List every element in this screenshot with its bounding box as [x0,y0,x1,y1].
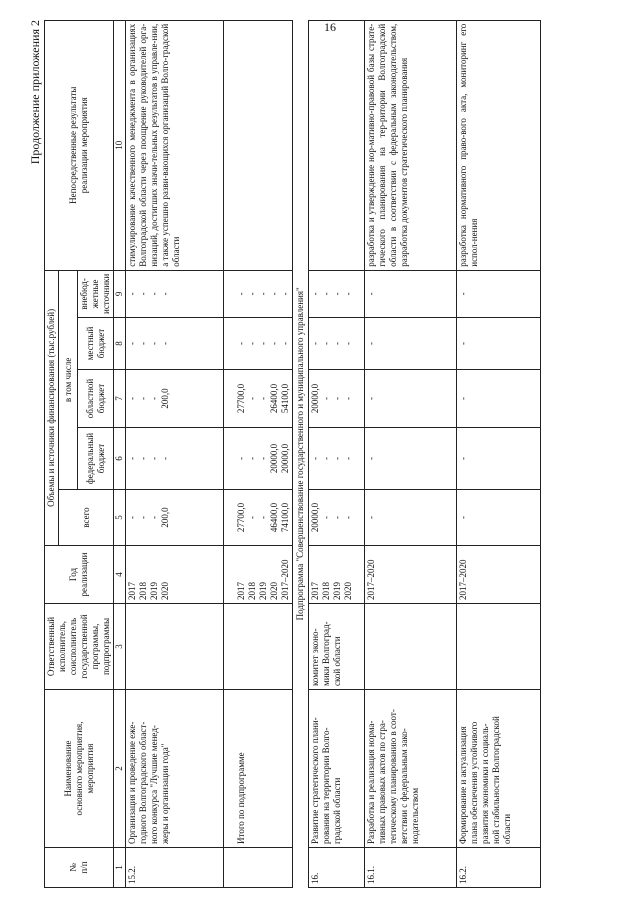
row-name: Формирование и актуализация плана обеспечения устойчивого развития экономики и социаль- ной стабильности Волгоградской области [457,690,541,848]
row-years: 2017 2018 2019 2020 [126,546,224,604]
col-num: 3 [114,604,126,690]
row-total: 27700,0 - - 46400,0 74100,0 [224,490,293,546]
rotated-page [28,18,618,888]
row-no [224,848,293,888]
header-row-1 [45,20,59,887]
row-total: - [457,490,541,546]
col-num: 8 [114,318,126,370]
row-local: - - - - [309,318,365,370]
row-extra: - - - - [309,270,365,317]
row-executor [224,604,293,690]
row-extra: - - - - [126,270,224,317]
row-result: разработка и утверждение нор-мативно-правовой базы страте-гического планирования на тер-ритории Волгоградской области в соответствии с федеральным законодательством, разработка документов стратегического планирования [365,20,457,270]
row-federal: - - - - [126,428,224,490]
row-regional: - - - 200,0 [126,370,224,428]
row-regional: - [457,370,541,428]
row-years: 2017–2020 [457,546,541,604]
row-years: 2017–2020 [365,546,457,604]
row-no: 16.2. [457,848,541,888]
row-regional: - [365,370,457,428]
header-extra: внебюд- жетные источники [78,270,114,317]
row-no: 16. [309,848,365,888]
row-total: 20000,0 - - - [309,490,365,546]
row-extra: - [365,270,457,317]
row-extra: - - - - - [224,270,293,317]
row-name: Организация и проведение еже- годного Волгоградского област- ного конкурса "Лучшие менед- жеры и организации года" [126,690,224,848]
row-result [309,20,365,270]
row-federal: - [457,428,541,490]
header-regional: областной бюджет [78,370,114,428]
row-federal: - - - 20000,0 20000,0 [224,428,293,490]
table-row [126,20,224,887]
row-name: Развитие стратегического плани- рования на территории Волго- градской области [309,690,365,848]
col-num: 7 [114,370,126,428]
subprogram-row [293,20,309,887]
col-num: 5 [114,490,126,546]
col-num: 10 [114,20,126,270]
row-no: 16.1. [365,848,457,888]
row-result: разработка нормативного право-вого акта, мониторинг его испол-нения [457,20,541,270]
row-executor: комитет эконо- мики Волгоград- ской области [309,604,365,690]
page-number: 16 [324,20,336,34]
row-local: - [365,318,457,370]
header-name: Наименование основного мероприятия, мероприятия [45,690,114,848]
col-num: 9 [114,270,126,317]
row-years: 2017 2018 2019 2020 2017–2020 [224,546,293,604]
row-executor [126,604,224,690]
subprogram-title: Подпрограмма "Совершенствование государственного и муниципального управления" [293,20,309,887]
row-regional: 27700,0 - - 26400,0 54100,0 [224,370,293,428]
row-extra: - [457,270,541,317]
row-executor [457,604,541,690]
header-executor: Ответственный исполнитель, соисполнитель государственной программы, подпрограммы [45,604,114,690]
row-local: - [457,318,541,370]
col-num: 4 [114,546,126,604]
row-federal: - [365,428,457,490]
row-result [224,20,293,270]
row-total: - - - 200,0 [126,490,224,546]
row-name: Итого по подпрограмме [224,690,293,848]
header-funding: Объемы и источники финансирования (тыс.рублей) [45,270,59,545]
column-number-row [114,20,126,887]
header-local: местный бюджет [78,318,114,370]
header-total: всего [59,490,114,546]
row-years: 2017 2018 2019 2020 [309,546,365,604]
row-local: - - - - [126,318,224,370]
row-executor [365,604,457,690]
program-table [44,20,541,888]
table-row [224,20,293,887]
col-num: 6 [114,428,126,490]
header-year: Год реализации [45,546,114,604]
row-regional: 20000,0 - - - [309,370,365,428]
row-no: 15.2. [126,848,224,888]
header-result: Непосредственные результаты реализации мероприятия [45,20,114,270]
col-num: 1 [114,848,126,888]
row-name: Разработка и реализация норма- тивных правовых актов по стра- тегическому планированию в соот- ветствии с федеральным зако- нодательством [365,690,457,848]
table-row [365,20,457,887]
header-federal: федеральный бюджет [78,428,114,490]
row-result: стимулирование качественного менеджмента в организациях Волгоградской области через поощрение руководителей орга-низаций, достигших значи-тельных результатов в управле-нии, а также успешно разви-вающихся организаций Волго-градской области [126,20,224,270]
row-total: - [365,490,457,546]
header-no: № п/п [45,848,114,888]
appendix-label: Продолжение приложения 2 [28,20,42,165]
header-incl: в том числе [59,270,78,489]
row-local: - - - - - [224,318,293,370]
table-row [309,20,365,887]
row-federal: - - - - [309,428,365,490]
table-row [457,20,541,887]
col-num: 2 [114,690,126,848]
